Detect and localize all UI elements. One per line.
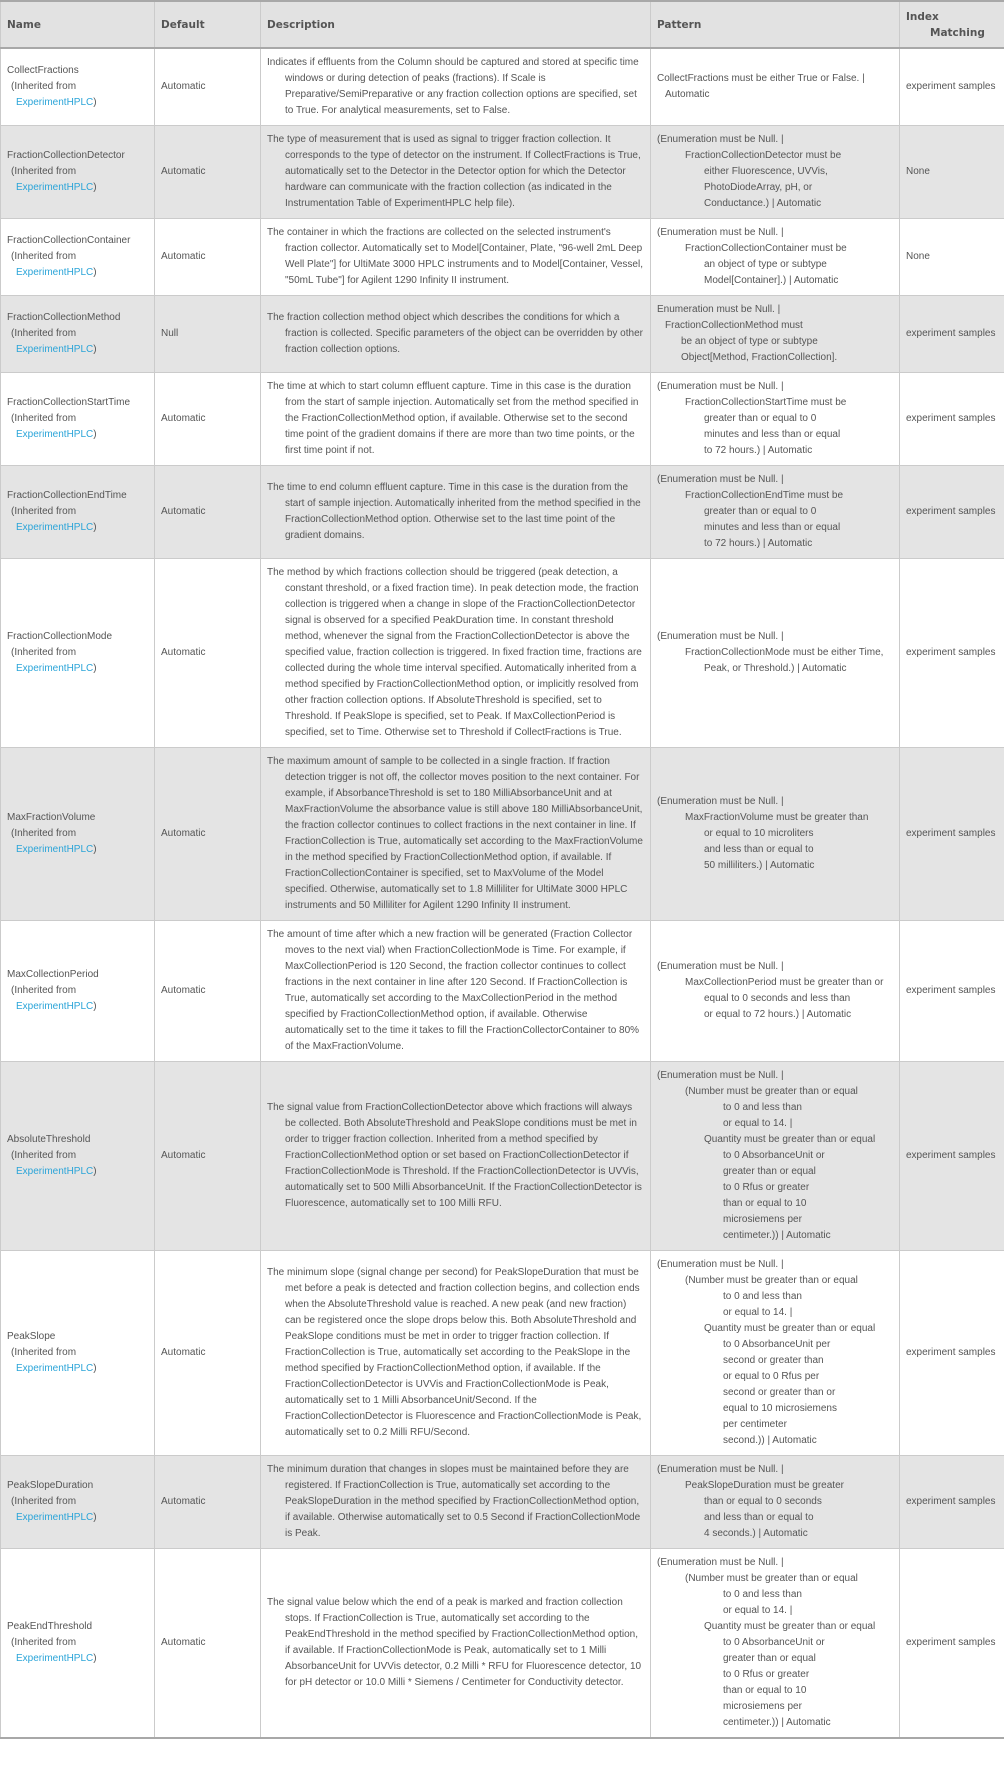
index-matching-cell: None: [900, 219, 1004, 296]
description-text: The minimum duration that changes in slopes must be maintained before they are registered. If FractionCollection is True, automatically set according to the PeakSlopeDuration in the method specified by FractionCollectionMethod option, if available. Otherwise automatically set to 0.5 Second if FractionCollectionMode is Peak.: [267, 1464, 641, 1539]
inherited-from-wrapper: [7, 1361, 149, 1377]
header-row: [1, 1, 1004, 48]
pattern-line: to 72 hours.) | Automatic: [704, 538, 813, 549]
pattern-line: or equal to 14. |: [723, 1307, 793, 1318]
option-name: FractionCollectionMode: [7, 631, 113, 642]
inherited-from-wrapper: [7, 520, 149, 536]
name-cell: [1, 1549, 155, 1739]
experiment-hplc-link[interactable]: ExperimentHPLC: [16, 1653, 94, 1664]
header-index-line1: Index: [906, 10, 939, 23]
pattern-line: PhotoDiodeArray, pH, or: [704, 182, 813, 193]
description-cell: [261, 48, 651, 126]
table-row-max-fraction-volume: [1, 748, 1004, 921]
header-pattern: Pattern: [651, 1, 900, 48]
option-name: FractionCollectionStartTime: [7, 397, 131, 408]
index-matching-cell: experiment samples: [900, 373, 1004, 466]
index-matching-cell: experiment samples: [900, 1062, 1004, 1251]
description-cell: [261, 1251, 651, 1456]
pattern-line: to 0 AbsorbanceUnit or: [723, 1150, 825, 1161]
name-cell: [1, 373, 155, 466]
pattern-line: (Enumeration must be Null. |: [657, 1557, 784, 1568]
default-cell: Automatic: [155, 1062, 261, 1251]
table-row-peak-slope: [1, 1251, 1004, 1456]
index-matching-cell: experiment samples: [900, 1549, 1004, 1739]
table-row-collect-fractions: [1, 48, 1004, 126]
pattern-line: second.)) | Automatic: [723, 1435, 817, 1446]
pattern-line: second or greater than or: [723, 1387, 836, 1398]
pattern-line: to 0 Rfus or greater: [723, 1669, 810, 1680]
pattern-line: or equal to 0 Rfus per: [723, 1371, 820, 1382]
table-header: [1, 1, 1004, 48]
index-matching-cell: experiment samples: [900, 559, 1004, 748]
table-row-fraction-collection-method: [1, 296, 1004, 373]
name-cell: [1, 921, 155, 1062]
inherited-from-label: (Inherited from: [11, 413, 77, 424]
pattern-line: (Enumeration must be Null. |: [657, 796, 784, 807]
pattern-line: MaxFractionVolume must be greater than: [685, 812, 869, 823]
description-text: The minimum slope (signal change per second) for PeakSlopeDuration that must be met before a peak is detected and fraction collection begins, and collection ends when the AbsoluteThreshold value is reached. A new peak (and new fraction) can be registered once the slope drops below this. Both AbsoluteThreshold and PeakSlope conditions must be met in order to trigger fraction collection. If FractionCollection is True, automatically set according to the PeakSlope in the method specified by FractionCollectionMethod option, if available. If the FractionCollectionDetector is UVVis and FractionCollectionMode is Peak, automatically set to 1 Milli AbsorbanceUnit/Second. If the FractionCollectionDetector is Fluorescence and FractionCollectionMode is Peak, automatically set to 0.2 Milli RFU/Second.: [267, 1267, 642, 1438]
pattern-line: microsiemens per: [723, 1701, 802, 1712]
description-text: The type of measurement that is used as signal to trigger fraction collection. It corresponds to the type of detector on the instrument. If CollectFractions is True, automatically set to the Detector in the Detector option for which the Detector hardware can communicate with the fraction collection (as indicated in the Instrumentation Table of ExperimentHPLC help file).: [267, 134, 641, 209]
pattern-line: either Fluorescence, UVVis,: [704, 166, 828, 177]
inherited-from-label: (Inherited from: [11, 328, 77, 339]
pattern-line: and less than or equal to: [704, 1512, 814, 1523]
header-index-line2: Matching: [930, 26, 985, 39]
pattern-line: minutes and less than or equal: [704, 429, 841, 440]
pattern-line: (Enumeration must be Null. |: [657, 1464, 784, 1475]
pattern-cell: [651, 219, 900, 296]
option-name: MaxFractionVolume: [7, 812, 96, 823]
pattern-line: than or equal to 10: [723, 1198, 807, 1209]
pattern-line: Automatic: [665, 89, 710, 100]
description-cell: [261, 559, 651, 748]
pattern-line: or equal to 10 microliters: [704, 828, 814, 839]
name-cell: [1, 296, 155, 373]
pattern-line: or equal to 72 hours.) | Automatic: [704, 1009, 852, 1020]
option-name: PeakSlopeDuration: [7, 1480, 94, 1491]
inherited-from-label: (Inherited from: [11, 81, 77, 92]
pattern-line: or equal to 14. |: [723, 1118, 793, 1129]
pattern-line: FractionCollectionContainer must be: [685, 243, 847, 254]
name-cell: [1, 559, 155, 748]
pattern-line: than or equal to 0 seconds: [704, 1496, 822, 1507]
pattern-line: equal to 10 microsiemens: [723, 1403, 837, 1414]
pattern-line: Peak, or Threshold.) | Automatic: [704, 663, 847, 674]
description-text: The method by which fractions collection should be triggered (peak detection, a constant threshold, or a fixed fraction time). In peak detection mode, the fraction collection is triggered when a change in slope of the FractionCollectionDetector signal is observed for a specified PeakDuration time. In constant threshold method, whenever the signal from the FractionCollectionDetector is above the specified value, fraction collection is triggered. In fixed fraction time, fractions are collected during the whole time interval specified. Automatically inherited from a method specified by FractionCollectionMethod option, or implicitly resolved from other fraction collection options. If AbsoluteThreshold is specified, set to Threshold. If PeakSlope is specified, set to Peak. If MaxCollectionPeriod is specified, set to Time. Otherwise set to Threshold if CollectFractions is True.: [267, 567, 642, 738]
pattern-line: equal to 0 seconds and less than: [704, 993, 851, 1004]
pattern-line: (Enumeration must be Null. |: [657, 631, 784, 642]
inherited-from-wrapper: [7, 427, 149, 443]
inherited-from-label: (Inherited from: [11, 1347, 77, 1358]
inherited-close-paren: ): [93, 267, 97, 278]
option-name: PeakSlope: [7, 1331, 56, 1342]
pattern-line: microsiemens per: [723, 1214, 802, 1225]
default-cell: Automatic: [155, 1456, 261, 1549]
inherited-from-wrapper: [7, 95, 149, 111]
table-row-absolute-threshold: [1, 1062, 1004, 1251]
experiment-hplc-link[interactable]: ExperimentHPLC: [16, 1512, 94, 1523]
pattern-line: (Enumeration must be Null. |: [657, 1259, 784, 1270]
description-cell: [261, 296, 651, 373]
experiment-hplc-link[interactable]: ExperimentHPLC: [16, 1001, 94, 1012]
pattern-line: FractionCollectionMethod must: [665, 320, 803, 331]
pattern-cell: [651, 126, 900, 219]
experiment-hplc-link[interactable]: ExperimentHPLC: [16, 429, 94, 440]
name-cell: [1, 1062, 155, 1251]
pattern-line: to 0 Rfus or greater: [723, 1182, 810, 1193]
table-row-peak-end-threshold: [1, 1549, 1004, 1739]
pattern-line: FractionCollectionMode must be either Time,: [685, 647, 884, 658]
option-name: PeakEndThreshold: [7, 1621, 93, 1632]
option-name: CollectFractions: [7, 65, 79, 76]
table-row-fraction-collection-end-time: [1, 466, 1004, 559]
pattern-cell: [651, 1456, 900, 1549]
inherited-from-wrapper: [7, 842, 149, 858]
pattern-line: to 0 and less than: [723, 1102, 802, 1113]
description-cell: [261, 466, 651, 559]
default-cell: Automatic: [155, 48, 261, 126]
pattern-line: Conductance.) | Automatic: [704, 198, 822, 209]
pattern-line: 50 milliliters.) | Automatic: [704, 860, 815, 871]
default-cell: Automatic: [155, 748, 261, 921]
name-cell: [1, 1251, 155, 1456]
pattern-line: Quantity must be greater than or equal: [704, 1323, 876, 1334]
inherited-from-label: (Inherited from: [11, 1150, 77, 1161]
description-cell: [261, 1456, 651, 1549]
inherited-close-paren: ): [93, 182, 97, 193]
pattern-line: per centimeter: [723, 1419, 787, 1430]
header-index-matching: [900, 1, 1004, 48]
pattern-line: minutes and less than or equal: [704, 522, 841, 533]
experiment-hplc-link[interactable]: ExperimentHPLC: [16, 267, 94, 278]
inherited-close-paren: ): [93, 1001, 97, 1012]
pattern-line: (Number must be greater than or equal: [685, 1086, 858, 1097]
pattern-line: (Enumeration must be Null. |: [657, 474, 784, 485]
pattern-line: FractionCollectionDetector must be: [685, 150, 842, 161]
pattern-line: to 0 and less than: [723, 1291, 802, 1302]
pattern-cell: [651, 921, 900, 1062]
pattern-line: (Enumeration must be Null. |: [657, 227, 784, 238]
pattern-cell: [651, 1062, 900, 1251]
pattern-line: be an object of type or subtype: [681, 336, 818, 347]
inherited-from-wrapper: [7, 342, 149, 358]
description-text: The signal value below which the end of a peak is marked and fraction collection stops. If FractionCollection is True, automatically set according to the PeakEndThreshold in the method specified by FractionCollectionMethod option, if available. If FractionCollectionMode is Peak, automatically set to 1 Milli AbsorbanceUnit for UVVis detector, 0.2 Milli * RFU for Fluorescence detector, 10 for pH detector or 10.0 Milli * Siemens / Centimeter for Conductivity detector.: [267, 1597, 642, 1688]
index-matching-cell: experiment samples: [900, 48, 1004, 126]
description-cell: [261, 748, 651, 921]
description-text: The signal value from FractionCollectionDetector above which fractions will always be collected. Both AbsoluteThreshold and PeakSlope conditions must be met in order to trigger fraction collection. Inherited from a method specified by FractionCollectionMethod option or set based on FractionCollectionDetector if FractionCollectionMode is Threshold. If the FractionCollectionDetector is UVVis, automatically set to 500 Milli AbsorbanceUnit. If the FractionCollectionDetector is Fluorescence, automatically set to 100 Milli RFU.: [267, 1102, 642, 1209]
pattern-line: or equal to 14. |: [723, 1605, 793, 1616]
pattern-line: and less than or equal to: [704, 844, 814, 855]
table-row-fraction-collection-container: [1, 219, 1004, 296]
table-body: [1, 48, 1004, 1738]
name-cell: [1, 126, 155, 219]
pattern-line: centimeter.)) | Automatic: [723, 1230, 831, 1241]
default-cell: Automatic: [155, 373, 261, 466]
pattern-cell: [651, 559, 900, 748]
inherited-from-wrapper: [7, 1164, 149, 1180]
pattern-cell: [651, 466, 900, 559]
option-name: AbsoluteThreshold: [7, 1134, 91, 1145]
header-default: Default: [155, 1, 261, 48]
description-text: The fraction collection method object which describes the conditions for which a fraction is collected. Specific parameters of the object can be overridden by other fraction collection options.: [267, 312, 643, 355]
inherited-from-label: (Inherited from: [11, 985, 77, 996]
experiment-hplc-link[interactable]: ExperimentHPLC: [16, 663, 94, 674]
inherited-from-label: (Inherited from: [11, 1496, 77, 1507]
pattern-line: (Enumeration must be Null. |: [657, 1070, 784, 1081]
name-cell: [1, 748, 155, 921]
inherited-from-wrapper: [7, 1651, 149, 1667]
table-row-peak-slope-duration: [1, 1456, 1004, 1549]
description-cell: [261, 1549, 651, 1739]
inherited-close-paren: ): [93, 97, 97, 108]
table-row-fraction-collection-start-time: [1, 373, 1004, 466]
description-cell: [261, 373, 651, 466]
inherited-from-label: (Inherited from: [11, 166, 77, 177]
inherited-from-wrapper: [7, 999, 149, 1015]
name-cell: [1, 219, 155, 296]
inherited-from-label: (Inherited from: [11, 1637, 77, 1648]
name-cell: [1, 48, 155, 126]
index-matching-cell: experiment samples: [900, 466, 1004, 559]
description-cell: [261, 921, 651, 1062]
index-matching-cell: experiment samples: [900, 296, 1004, 373]
pattern-line: an object of type or subtype: [704, 259, 827, 270]
index-matching-cell: experiment samples: [900, 1456, 1004, 1549]
description-text: The maximum amount of sample to be collected in a single fraction. If fraction detection trigger is not off, the collector moves position to the next container. For example, if AbsorbanceThreshold is set to 180 MilliAbsorbanceUnit and at MaxFractionVolume the absorbance value is still above 180 MilliAbsorbanceUnit, the fraction collector continues to collect fractions in the next container in line. If FractionCollection is True, automatically set according to the MaxFractionVolume in the method specified by FractionCollectionMethod option, if available. If FractionCollectionContainer is specified, set to MaxVolume of the Model specified. Otherwise, automatically set to 1.8 Milliliter for UltiMate 3000 HPLC instruments and 50 Milliliter for Agilent 1290 Infinity II instrument.: [267, 756, 643, 911]
experiment-hplc-link[interactable]: ExperimentHPLC: [16, 1363, 94, 1374]
description-cell: [261, 219, 651, 296]
pattern-line: Model[Container].) | Automatic: [704, 275, 839, 286]
inherited-close-paren: ): [93, 1363, 97, 1374]
default-cell: Automatic: [155, 921, 261, 1062]
inherited-from-label: (Inherited from: [11, 251, 77, 262]
name-cell: [1, 1456, 155, 1549]
default-cell: Null: [155, 296, 261, 373]
table-row-max-collection-period: [1, 921, 1004, 1062]
pattern-line: greater than or equal to 0: [704, 506, 817, 517]
pattern-line: to 0 and less than: [723, 1589, 802, 1600]
default-cell: Automatic: [155, 1549, 261, 1739]
inherited-close-paren: ): [93, 663, 97, 674]
inherited-close-paren: ): [93, 344, 97, 355]
pattern-line: (Enumeration must be Null. |: [657, 961, 784, 972]
pattern-line: than or equal to 10: [723, 1685, 807, 1696]
description-text: Indicates if effluents from the Column should be captured and stored at specific time windows or during detection of peaks (fractions). If Scale is Preparative/SemiPreparative or any fraction collection options are specified, set to True. For analytical measurements, set to False.: [267, 57, 639, 116]
index-matching-cell: experiment samples: [900, 921, 1004, 1062]
option-name: FractionCollectionDetector: [7, 150, 125, 161]
pattern-line: (Number must be greater than or equal: [685, 1573, 858, 1584]
description-cell: [261, 126, 651, 219]
pattern-line: Object[Method, FractionCollection].: [681, 352, 838, 363]
pattern-cell: [651, 1251, 900, 1456]
pattern-line: (Enumeration must be Null. |: [657, 134, 784, 145]
inherited-close-paren: ): [93, 1166, 97, 1177]
pattern-line: centimeter.)) | Automatic: [723, 1717, 831, 1728]
pattern-line: greater than or equal to 0: [704, 413, 817, 424]
pattern-line: to 0 AbsorbanceUnit or: [723, 1637, 825, 1648]
pattern-cell: [651, 296, 900, 373]
inherited-close-paren: ): [93, 429, 97, 440]
index-matching-cell: None: [900, 126, 1004, 219]
pattern-line: greater than or equal: [723, 1653, 816, 1664]
pattern-line: MaxCollectionPeriod must be greater than or: [685, 977, 884, 988]
pattern-line: (Number must be greater than or equal: [685, 1275, 858, 1286]
pattern-cell: [651, 48, 900, 126]
option-name: FractionCollectionMethod: [7, 312, 121, 323]
option-name: MaxCollectionPeriod: [7, 969, 99, 980]
index-matching-cell: experiment samples: [900, 748, 1004, 921]
pattern-line: Quantity must be greater than or equal: [704, 1621, 876, 1632]
default-cell: Automatic: [155, 219, 261, 296]
table-row-fraction-collection-mode: [1, 559, 1004, 748]
inherited-close-paren: ): [93, 1653, 97, 1664]
inherited-from-wrapper: [7, 180, 149, 196]
pattern-line: Enumeration must be Null. |: [657, 304, 781, 315]
experiment-hplc-link[interactable]: ExperimentHPLC: [16, 97, 94, 108]
pattern-cell: [651, 748, 900, 921]
pattern-cell: [651, 373, 900, 466]
default-cell: Automatic: [155, 126, 261, 219]
pattern-line: Quantity must be greater than or equal: [704, 1134, 876, 1145]
inherited-close-paren: ): [93, 1512, 97, 1523]
pattern-line: FractionCollectionStartTime must be: [685, 397, 847, 408]
description-text: The time to end column effluent capture. Time in this case is the duration from the start of sample injection. Automatically inherited from the method specified in the FractionCollectionMethod option. Otherwise set to the last time point of the gradient domains.: [267, 482, 641, 541]
experiment-hplc-link[interactable]: ExperimentHPLC: [16, 844, 94, 855]
experiment-hplc-link[interactable]: ExperimentHPLC: [16, 522, 94, 533]
pattern-line: (Enumeration must be Null. |: [657, 381, 784, 392]
inherited-from-label: (Inherited from: [11, 647, 77, 658]
experiment-hplc-link[interactable]: ExperimentHPLC: [16, 1166, 94, 1177]
header-name: Name: [1, 1, 155, 48]
default-cell: Automatic: [155, 466, 261, 559]
description-cell: [261, 1062, 651, 1251]
description-text: The time at which to start column effluent capture. Time in this case is the duration from the start of sample injection. Automatically set from the method specified in the FractionCollectionMethod option, if available. Otherwise set to the second time point of the gradient domains if there are more than two time points, or the first time point if not.: [267, 381, 639, 456]
pattern-cell: [651, 1549, 900, 1739]
experiment-hplc-link[interactable]: ExperimentHPLC: [16, 182, 94, 193]
option-name: FractionCollectionContainer: [7, 235, 131, 246]
inherited-close-paren: ): [93, 844, 97, 855]
pattern-line: greater than or equal: [723, 1166, 816, 1177]
pattern-line: second or greater than: [723, 1355, 824, 1366]
default-cell: Automatic: [155, 559, 261, 748]
pattern-line: FractionCollectionEndTime must be: [685, 490, 844, 501]
inherited-from-wrapper: [7, 1510, 149, 1526]
pattern-line: to 72 hours.) | Automatic: [704, 445, 813, 456]
name-cell: [1, 466, 155, 559]
experiment-hplc-link[interactable]: ExperimentHPLC: [16, 344, 94, 355]
pattern-line: CollectFractions must be either True or False. |: [657, 73, 865, 84]
inherited-from-wrapper: [7, 661, 149, 677]
default-cell: Automatic: [155, 1251, 261, 1456]
pattern-line: PeakSlopeDuration must be greater: [685, 1480, 844, 1491]
description-text: The container in which the fractions are collected on the selected instrument's fraction collector. Automatically set to Model[Container, Plate, "96-well 2mL Deep Well Plate"] for UltiMate 3000 HPLC instruments and to Model[Container, Vessel, "50mL Tube"] for Agilent 1290 Infinity II instrument.: [267, 227, 643, 286]
inherited-from-wrapper: [7, 265, 149, 281]
header-description: Description: [261, 1, 651, 48]
index-matching-cell: experiment samples: [900, 1251, 1004, 1456]
pattern-line: to 0 AbsorbanceUnit per: [723, 1339, 831, 1350]
description-text: The amount of time after which a new fraction will be generated (Fraction Collector moves to the next vial) when FractionCollectionMode is Time. For example, if MaxCollectionPeriod is 120 Second, the fraction collector continues to collect fractions in the next container in line after 120 Second. If FractionCollection is True, automatically set according to the MaxCollectionPeriod in the method specified by FractionCollectionMethod option, if available. Otherwise automatically set to the time it takes to fill the FractionCollectorContainer to 80% of the MaxFractionVolume.: [267, 929, 640, 1052]
inherited-from-label: (Inherited from: [11, 506, 77, 517]
inherited-close-paren: ): [93, 522, 97, 533]
inherited-from-label: (Inherited from: [11, 828, 77, 839]
option-name: FractionCollectionEndTime: [7, 490, 127, 501]
pattern-line: 4 seconds.) | Automatic: [704, 1528, 808, 1539]
table-row-fraction-collection-detector: [1, 126, 1004, 219]
